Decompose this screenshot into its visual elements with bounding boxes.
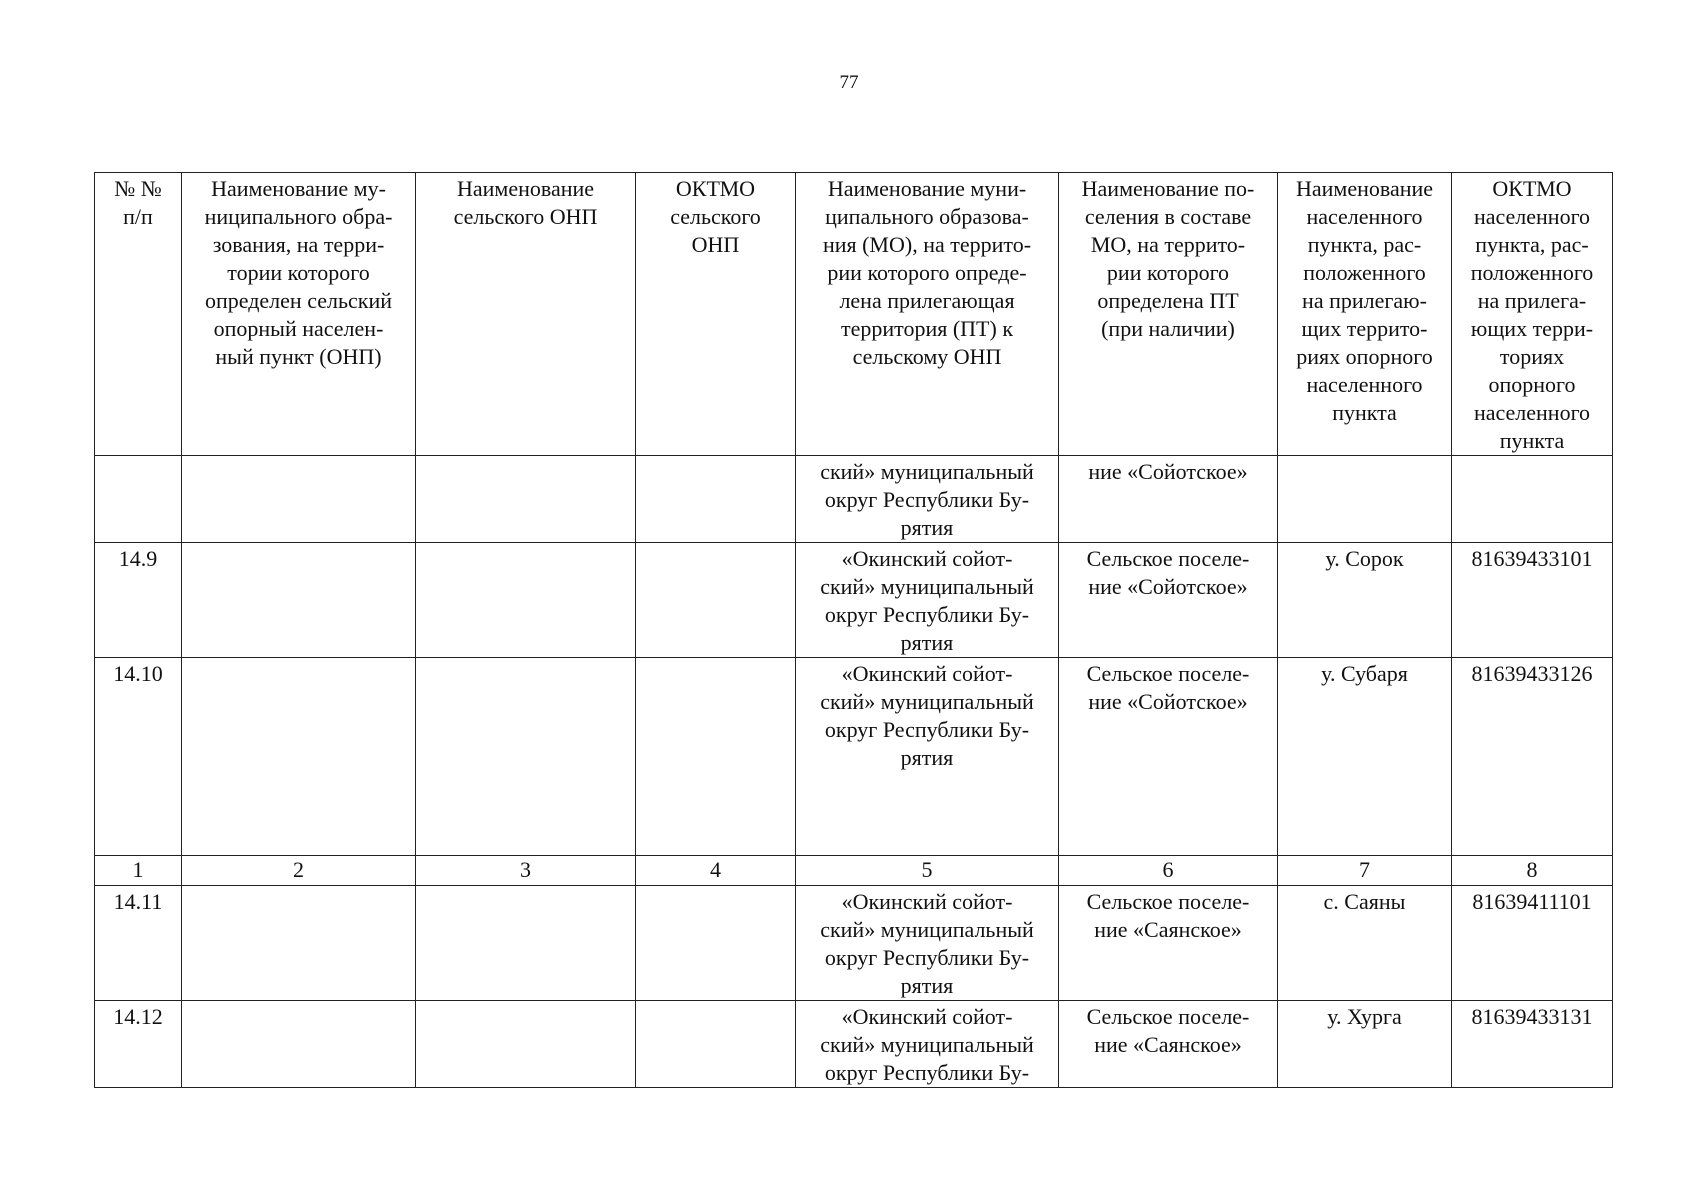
table-cell	[416, 543, 636, 658]
table-cell	[416, 456, 636, 543]
column-number: 2	[182, 856, 416, 886]
table-cell	[182, 1001, 416, 1088]
table-cell: 14.9	[95, 543, 182, 658]
table-cell	[1278, 456, 1452, 543]
table-cell: «Окинский сойот- ский» муниципальный округ Республики Бу- рятия	[796, 543, 1059, 658]
table-cell	[416, 1001, 636, 1088]
table-cell	[636, 543, 796, 658]
table-cell: у. Сорок	[1278, 543, 1452, 658]
table-cell: у. Хурга	[1278, 1001, 1452, 1088]
table-cell	[416, 886, 636, 1001]
column-number: 8	[1452, 856, 1613, 886]
column-number: 6	[1059, 856, 1278, 886]
table-cell: 81639411101	[1452, 886, 1613, 1001]
table-cell	[182, 886, 416, 1001]
table-row	[95, 456, 1613, 543]
table-cell: Сельское поселе- ние «Сойотское»	[1059, 658, 1278, 856]
table-cell	[182, 543, 416, 658]
table-cell	[636, 456, 796, 543]
table-cell: Сельское поселе- ние «Саянское»	[1059, 886, 1278, 1001]
header-cell-onp-oktmo: ОКТМО сельского ОНП	[636, 173, 796, 456]
header-cell-locality: Наименование населенного пункта, рас- положенного на прилегаю- щих террито- риях опорного населенного пункта	[1278, 173, 1452, 456]
table-cell: 81639433126	[1452, 658, 1613, 856]
column-number: 1	[95, 856, 182, 886]
table-cell: ние «Сойотское»	[1059, 456, 1278, 543]
table-cell: «Окинский сойот- ский» муниципальный округ Республики Бу-	[796, 1001, 1059, 1088]
table-cell: Сельское поселе- ние «Сойотское»	[1059, 543, 1278, 658]
table-cell: с. Саяны	[1278, 886, 1452, 1001]
table-row	[95, 543, 1613, 658]
header-cell-municipality: Наименование му- ниципального обра- зования, на терри- тории которого определен сельский опорный населен- ный пункт (ОНП)	[182, 173, 416, 456]
table-cell: ский» муниципальный округ Республики Бу- рятия	[796, 456, 1059, 543]
table-cell: 14.11	[95, 886, 182, 1001]
header-cell-locality-oktmo: ОКТМО населенного пункта, рас- положенного на прилега- ющих терри- ториях опорного населенного пункта	[1452, 173, 1613, 456]
table-cell	[636, 1001, 796, 1088]
header-cell-settlement: Наименование по- селения в составе МО, на террито- рии которого определена ПТ (при наличии)	[1059, 173, 1278, 456]
table-cell	[416, 658, 636, 856]
table-cell	[636, 886, 796, 1001]
table-row	[95, 886, 1613, 1001]
column-number: 4	[636, 856, 796, 886]
header-cell-onp-name: Наименование сельского ОНП	[416, 173, 636, 456]
table-cell: 14.12	[95, 1001, 182, 1088]
settlements-table	[94, 172, 1613, 1088]
table-cell	[95, 456, 182, 543]
table-cell: 14.10	[95, 658, 182, 856]
table-cell: 81639433101	[1452, 543, 1613, 658]
column-number: 5	[796, 856, 1059, 886]
column-number: 7	[1278, 856, 1452, 886]
header-cell-number: № № п/п	[95, 173, 182, 456]
table-cell: 81639433131	[1452, 1001, 1613, 1088]
page-number: 77	[839, 72, 859, 93]
table-cell	[1452, 456, 1613, 543]
table-cell: у. Субаря	[1278, 658, 1452, 856]
header-cell-mo-name: Наименование муни- ципального образова- ния (МО), на террито- рии которого опреде- лена прилегающая территория (ПТ) к сельскому ОНП	[796, 173, 1059, 456]
column-number: 3	[416, 856, 636, 886]
table-header-row	[95, 173, 1613, 456]
table-cell	[182, 456, 416, 543]
table-cell	[636, 658, 796, 856]
table-row	[95, 1001, 1613, 1088]
table-cell: «Окинский сойот- ский» муниципальный округ Республики Бу- рятия	[796, 658, 1059, 856]
table-cell: «Окинский сойот- ский» муниципальный округ Республики Бу- рятия	[796, 886, 1059, 1001]
table-row	[95, 658, 1613, 856]
table-cell: Сельское поселе- ние «Саянское»	[1059, 1001, 1278, 1088]
table-cell	[182, 658, 416, 856]
column-numbers-row	[95, 856, 1613, 886]
